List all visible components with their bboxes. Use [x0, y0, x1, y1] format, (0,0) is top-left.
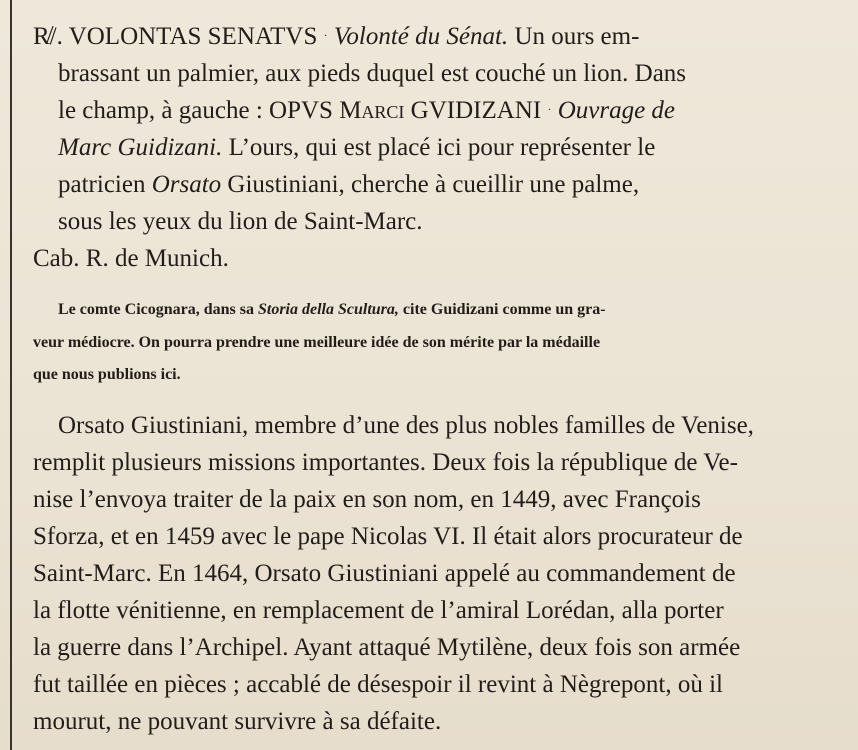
reverse-line-6: sous les yeux du lion de Saint-Marc. — [58, 208, 423, 235]
reverse-line-4 — [58, 135, 655, 160]
reverse-line-2: brassant un palmier, aux pieds duquel est couché un lion. Dans — [58, 60, 687, 87]
reverse-line-5-pre: patricien — [58, 171, 146, 198]
body-line-3: nise l’envoya traiter de la paix en son nom, en 1449, avec François — [33, 486, 701, 513]
legend-translation: Volonté du Sénat. — [333, 23, 509, 50]
signature-translation-start: Ouvrage de — [557, 97, 676, 124]
legend-latin: VOLONTAS SENATVS — [68, 23, 318, 50]
body-line-9: mourut, ne pouvant survivre à sa défaite. — [33, 708, 442, 735]
page-edge-rule — [10, 0, 12, 750]
body-line-1: Orsato Giustiniani, membre d’une des plus nobles familles de Venise, — [58, 412, 754, 439]
note-line-1-rest: cite Guidizani comme un gra- — [402, 301, 606, 318]
body-line-5: Saint-Marc. En 1464, Orsato Giustiniani appelé au commandement de — [33, 560, 736, 587]
body-line-7: la guerre dans l’Archipel. Ayant attaqué Mytilène, deux fois son armée — [33, 634, 741, 661]
reverse-line-1 — [33, 24, 639, 49]
reverse-line-5-name: Orsato — [151, 171, 222, 198]
collection-location: Cab. R. de Munich. — [33, 245, 229, 272]
reverse-line-4-rest: L’ours, qui est placé ici pour représenter le — [228, 134, 656, 161]
note-line-2: veur médiocre. On pourra prendre une meilleure idée de son mérite par la médaille — [33, 334, 601, 351]
reverse-line-3-pre: le champ, à gauche : — [58, 97, 263, 124]
body-line-2: remplit plusieurs missions importantes. Deux fois la république de Ve- — [33, 449, 738, 476]
signature-opvs: OPVS — [269, 97, 333, 124]
body-line-8: fut taillée en pièces ; accablé de désespoir il revint à Nègrepont, où il — [33, 671, 724, 698]
reverse-line-3 — [58, 98, 675, 123]
legend-separator: · — [323, 28, 328, 42]
reverse-line-1-rest: Un ours em- — [514, 23, 640, 50]
signature-gvidizani: GVIDIZANI — [410, 97, 542, 124]
note-line-1-pre: Le comte Cicognara, dans sa — [58, 301, 254, 318]
signature-marci: Marci — [339, 97, 405, 124]
note-book-title: Storia della Scultura, — [257, 301, 399, 318]
reverse-line-5-rest: Giustiniani, cherche à cueillir une palme, — [227, 171, 640, 198]
reverse-line-5 — [58, 172, 639, 197]
reverse-siglum: R̸/. — [33, 23, 63, 50]
note-line-3: que nous publions ici. — [33, 366, 181, 383]
signature-separator: · — [547, 102, 552, 116]
body-line-4: Sforza, et en 1459 avec le pape Nicolas VI. Il était alors procurateur de — [33, 523, 743, 550]
body-line-6: la flotte vénitienne, en remplacement de l’amiral Lorédan, alla porter — [33, 597, 724, 624]
signature-translation-end: Marc Guidizani. — [58, 134, 223, 161]
note-line-1 — [58, 302, 606, 318]
